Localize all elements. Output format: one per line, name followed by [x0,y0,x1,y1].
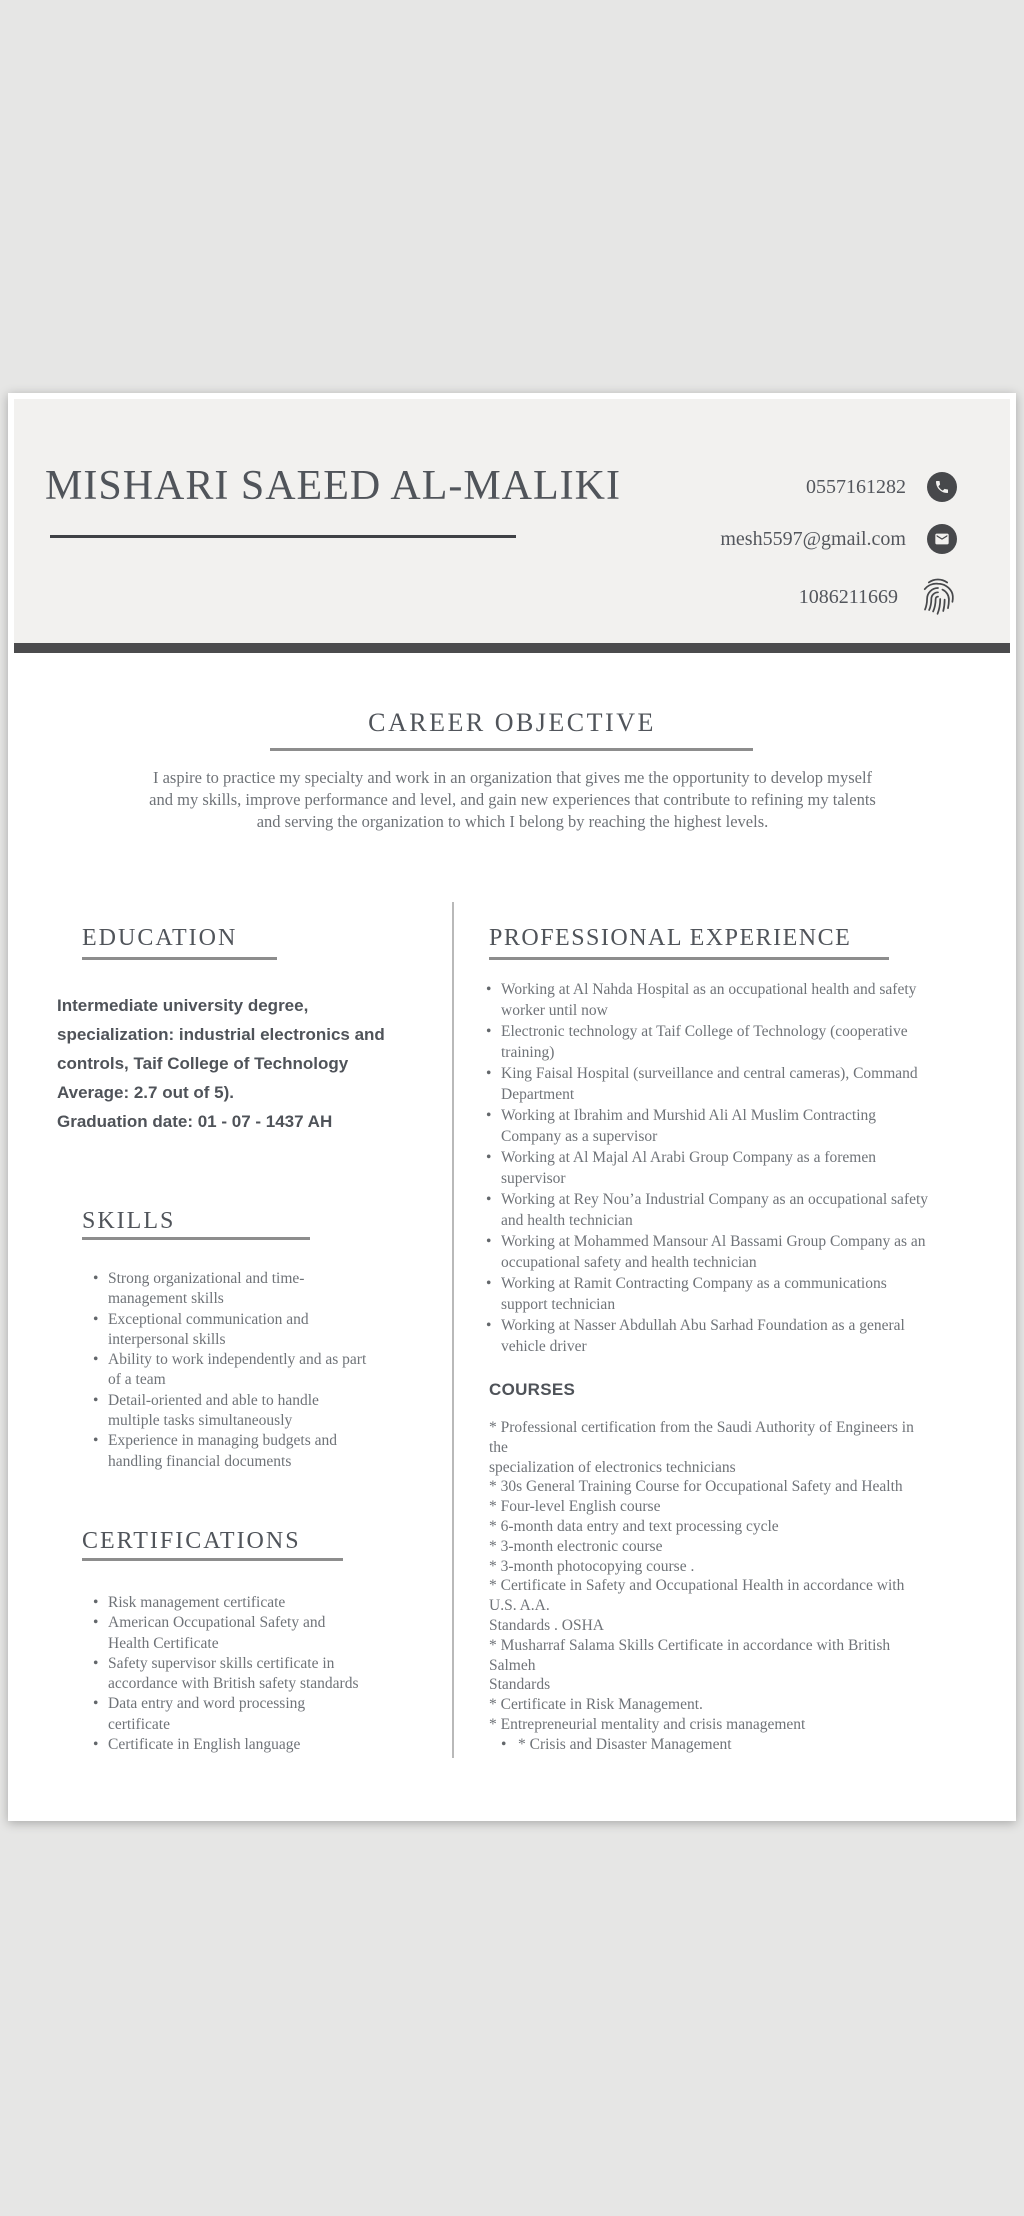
course-line: * Entrepreneurial mentality and crisis management [489,1715,806,1733]
objective-title-underline [270,748,753,751]
experience-item: • Electronic technology at Taif College of Technology (cooperative training) [485,1021,937,1063]
experience-item: • Working at Ibrahim and Murshid Ali Al Muslim Contracting Company as a supervisor [485,1105,937,1147]
course-line: the [489,1438,508,1456]
course-line: * Certificate in Risk Management. [489,1696,703,1714]
section-title-certifications: CERTIFICATIONS [82,1528,301,1554]
experience-item: • King Faisal Hospital (surveillance and central cameras), Command Department [485,1063,937,1105]
education-details [57,991,385,1136]
id-number: 1086211669 [798,585,898,608]
course-line: * Professional certification from the Saudi Authority of Engineers in [489,1419,914,1436]
objective-line: I aspire to practice my specialty and work in an organization that gives me the opportunity to develop myself [152,768,873,787]
contact-email [720,524,957,554]
experience-item: • Working at Mohammed Mansour Al Bassami Group Company as an occupational safety and health technician [485,1231,937,1273]
education-line: controls, Taif College of Technology [57,1054,349,1073]
education-line: specialization: industrial electronics and [57,1025,385,1044]
certification-item: • Risk management certificate [92,1593,367,1613]
course-line: * Four-level English course [489,1498,661,1516]
education-title-underline [82,957,277,960]
certifications-list [92,1593,367,1755]
course-line: specialization of electronics technicians [489,1458,736,1476]
experience-item: • Working at Rey Nou’a Industrial Company as an occupational safety and health technician [485,1189,937,1231]
course-line: * 3-month electronic course [489,1537,663,1555]
objective-line: and serving the organization to which I belong by reaching the highest levels. [256,812,769,832]
course-line: * Musharraf Salama Skills Certificate in accordance with British [489,1636,891,1654]
experience-item: • Working at Ramit Contracting Company as a communications support technician [485,1273,937,1315]
skill-item: • Strong organizational and time-management skills [92,1269,367,1310]
experience-item: • Working at Al Nahda Hospital as an occupational health and safety worker until now [485,979,937,1021]
person-name: MISHARI SAEED AL-MALIKI [45,463,621,509]
certification-item: • Certificate in English language [92,1735,367,1755]
mail-icon [927,524,957,554]
course-bullet-item: • * Crisis and Disaster Management [500,1735,732,1755]
contact-id-number [799,576,957,618]
education-line: Graduation date: 01 - 07 - 1437 AH [57,1112,333,1131]
course-line: Standards . OSHA [489,1616,604,1634]
header-divider-bar [14,643,1010,653]
skills-title-underline [82,1237,310,1240]
course-line: * 3-month photocopying course . [489,1557,695,1575]
experience-title-underline [489,957,889,960]
course-line: * Certificate in Safety and Occupational Health in accordance with [489,1577,905,1595]
phone-number: 0557161282 [806,475,906,498]
course-line: Standards [489,1676,551,1694]
section-title-education: EDUCATION [82,925,238,951]
experience-item: • Working at Nasser Abdullah Abu Sarhad Foundation as a general vehicle driver [485,1315,937,1357]
course-line: Salmeh [489,1656,536,1674]
objective-line: and my skills, improve performance and level, and gain new experiences that contribute to refining my talents [149,790,876,810]
skills-list [92,1269,367,1472]
course-line: * 30s General Training Course for Occupational Safety and Health [489,1478,903,1496]
email-address: mesh5597@gmail.com [720,527,906,550]
skill-item: • Exceptional communication and interpersonal skills [92,1310,367,1351]
skill-item: • Ability to work independently and as part of a team [92,1350,367,1391]
education-line: Intermediate university degree, [57,996,309,1015]
name-underline [50,535,516,538]
certification-item: • Safety supervisor skills certificate in accordance with British safety standards [92,1654,367,1695]
certification-item: • American Occupational Safety and Health Certificate [92,1613,367,1654]
education-line: Average: 2.7 out of 5). [57,1083,234,1102]
skill-item: • Detail-oriented and able to handle multiple tasks simultaneously [92,1391,367,1432]
certifications-title-underline [82,1558,343,1561]
phone-icon [927,472,957,502]
section-title-skills: SKILLS [82,1208,176,1234]
contact-phone [806,472,957,502]
section-title-courses: COURSES [489,1380,576,1399]
experience-item: • Working at Al Majal Al Arabi Group Company as a foremen supervisor [485,1147,937,1189]
objective-text [60,767,965,834]
courses-list [489,1418,914,1735]
fingerprint-icon [919,574,957,621]
certification-item: • Data entry and word processing certificate [92,1694,367,1735]
column-divider [452,902,454,1758]
section-title-experience: PROFESSIONAL EXPERIENCE [489,925,852,951]
skill-item: • Experience in managing budgets and handling financial documents [92,1431,367,1472]
course-line: * 6-month data entry and text processing cycle [489,1517,779,1535]
experience-list [485,979,937,1357]
resume-header [14,399,1010,643]
section-title-objective: CAREER OBJECTIVE [368,708,656,737]
resume-page [8,393,1016,1821]
course-line: U.S. A.A. [489,1597,550,1615]
